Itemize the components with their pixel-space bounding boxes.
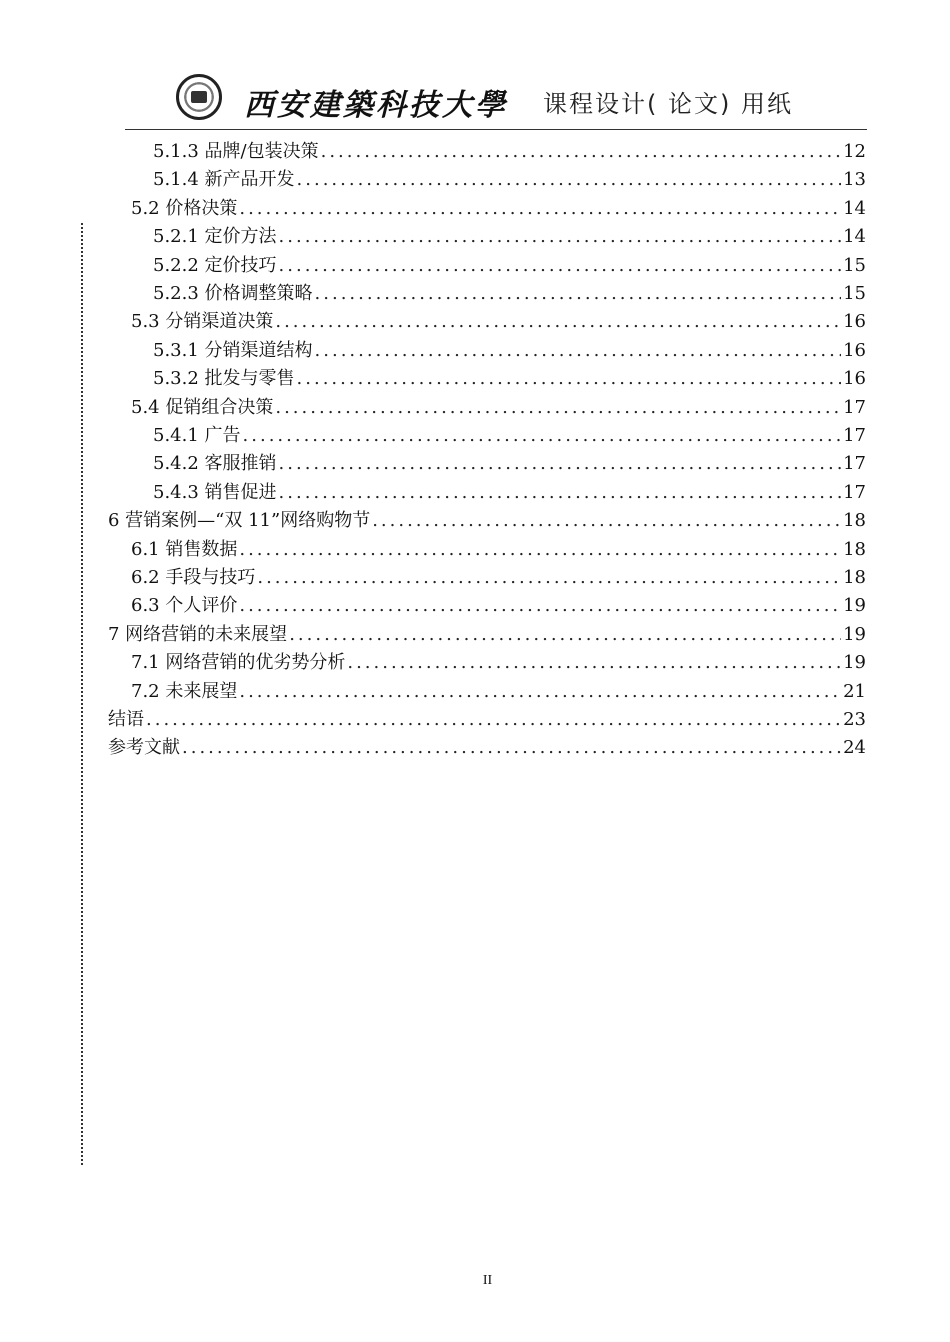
toc-entry-page: 14: [843, 197, 866, 219]
toc-dot-leader: [239, 681, 841, 702]
page-number: II: [482, 1273, 493, 1288]
toc-entry[interactable]: [153, 251, 866, 279]
toc-entry[interactable]: [108, 733, 866, 761]
toc-dot-leader: [279, 453, 842, 474]
toc-entry[interactable]: [131, 648, 866, 676]
toc-entry[interactable]: [153, 364, 866, 392]
toc-entry[interactable]: [153, 336, 866, 364]
toc-entry[interactable]: [153, 421, 866, 449]
toc-entry-page: 15: [843, 283, 866, 304]
toc-entry-title: 5.1.4 新产品开发: [153, 169, 295, 191]
university-name: 西安建築科技大學: [244, 88, 508, 123]
toc-entry[interactable]: [131, 563, 866, 591]
toc-dot-leader: [297, 368, 842, 389]
toc-dot-leader: [239, 595, 841, 616]
university-seal-logo: [176, 74, 222, 120]
toc-entry-page: 19: [843, 595, 866, 617]
toc-entry-title: 5.1.3 品牌/包装决策: [153, 141, 319, 162]
toc-dot-leader: [279, 482, 842, 503]
toc-entry-page: 14: [843, 226, 866, 248]
toc-entry[interactable]: [131, 194, 866, 222]
toc-entry-title: 5.4 促销组合决策: [131, 396, 274, 418]
toc-entry[interactable]: [108, 705, 866, 733]
toc-entry[interactable]: [153, 449, 866, 477]
toc-entry-title: 6.1 销售数据: [131, 538, 238, 560]
toc-entry[interactable]: [131, 677, 866, 705]
toc-entry-title: 参考文献: [108, 737, 180, 759]
toc-entry-page: 16: [843, 368, 866, 390]
toc-dot-leader: [243, 425, 842, 446]
seal-building-icon: [191, 91, 207, 103]
toc-entry-title: 6.2 手段与技巧: [131, 567, 256, 588]
toc-entry-title: 5.4.1 广告: [153, 425, 241, 446]
toc-dot-leader: [239, 198, 841, 219]
toc-entry[interactable]: [131, 307, 866, 335]
toc-entry-page: 16: [843, 311, 866, 333]
toc-dot-leader: [239, 539, 841, 560]
toc-dot-leader: [275, 397, 841, 418]
toc-dot-leader: [347, 652, 841, 673]
toc-entry[interactable]: [108, 620, 866, 648]
toc-entry-title: 5.2.3 价格调整策略: [153, 283, 313, 304]
page-header: [120, 70, 870, 130]
toc-entry-page: 17: [843, 453, 866, 475]
toc-entry[interactable]: [153, 279, 866, 307]
toc-entry[interactable]: [153, 478, 866, 506]
toc-entry-page: 17: [843, 396, 866, 418]
toc-dot-leader: [315, 283, 842, 304]
toc-entry-title: 7.1 网络营销的优劣势分析: [131, 652, 346, 674]
toc-dot-leader: [182, 737, 841, 758]
toc-entry-title: 5.3.2 批发与零售: [153, 368, 295, 390]
toc-entry[interactable]: [131, 535, 866, 563]
binding-dotted-line: [81, 223, 83, 1165]
toc-entry-page: 16: [843, 339, 866, 361]
toc-entry[interactable]: [153, 165, 866, 193]
toc-entry-page: 17: [843, 481, 866, 503]
toc-entry-page: 23: [843, 709, 866, 730]
toc-entry-title: 6 营销案例—“双 11”网络购物节: [108, 510, 371, 532]
toc-entry-page: 17: [843, 425, 866, 446]
toc-dot-leader: [146, 709, 841, 730]
header-divider: [125, 129, 867, 130]
toc-dot-leader: [315, 340, 842, 361]
toc-entry[interactable]: [153, 137, 866, 165]
toc-entry-page: 18: [843, 510, 866, 532]
toc-entry-title: 6.3 个人评价: [131, 595, 238, 617]
toc-entry-page: 18: [843, 538, 866, 560]
toc-entry-page: 13: [843, 169, 866, 191]
toc-entry-page: 15: [843, 254, 866, 276]
toc-entry-page: 19: [843, 623, 866, 645]
toc-dot-leader: [321, 141, 842, 162]
toc-entry-page: 24: [843, 737, 866, 759]
toc-dot-leader: [275, 311, 841, 332]
toc-dot-leader: [279, 226, 842, 247]
toc-entry-title: 5.4.3 销售促进: [153, 481, 277, 503]
toc-dot-leader: [297, 169, 842, 190]
toc-entry-page: 21: [843, 680, 866, 702]
toc-entry[interactable]: [153, 222, 866, 250]
toc-dot-leader: [257, 567, 841, 588]
toc-dot-leader: [289, 624, 841, 645]
toc-entry-title: 5.2.2 定价技巧: [153, 254, 277, 276]
toc-entry-title: 5.3 分销渠道决策: [131, 311, 274, 333]
toc-entry-title: 5.4.2 客服推销: [153, 453, 277, 475]
toc-entry-page: 19: [843, 652, 866, 674]
toc-entry-page: 18: [843, 567, 866, 588]
toc-entry-title: 7 网络营销的未来展望: [108, 623, 288, 645]
toc-entry-title: 5.3.1 分销渠道结构: [153, 339, 313, 361]
toc-entry-title: 结语: [108, 709, 144, 730]
toc-dot-leader: [372, 510, 841, 531]
toc-entry[interactable]: [131, 393, 866, 421]
toc-entry[interactable]: [108, 506, 866, 534]
paper-title: 课程设计( 论文) 用纸: [543, 90, 793, 118]
toc-dot-leader: [279, 255, 842, 276]
toc-entry-title: 5.2 价格决策: [131, 197, 238, 219]
toc-entry-title: 5.2.1 定价方法: [153, 226, 277, 248]
toc-entry-title: 7.2 未来展望: [131, 680, 238, 702]
toc-entry[interactable]: [131, 591, 866, 619]
toc-entry-page: 12: [843, 141, 866, 162]
